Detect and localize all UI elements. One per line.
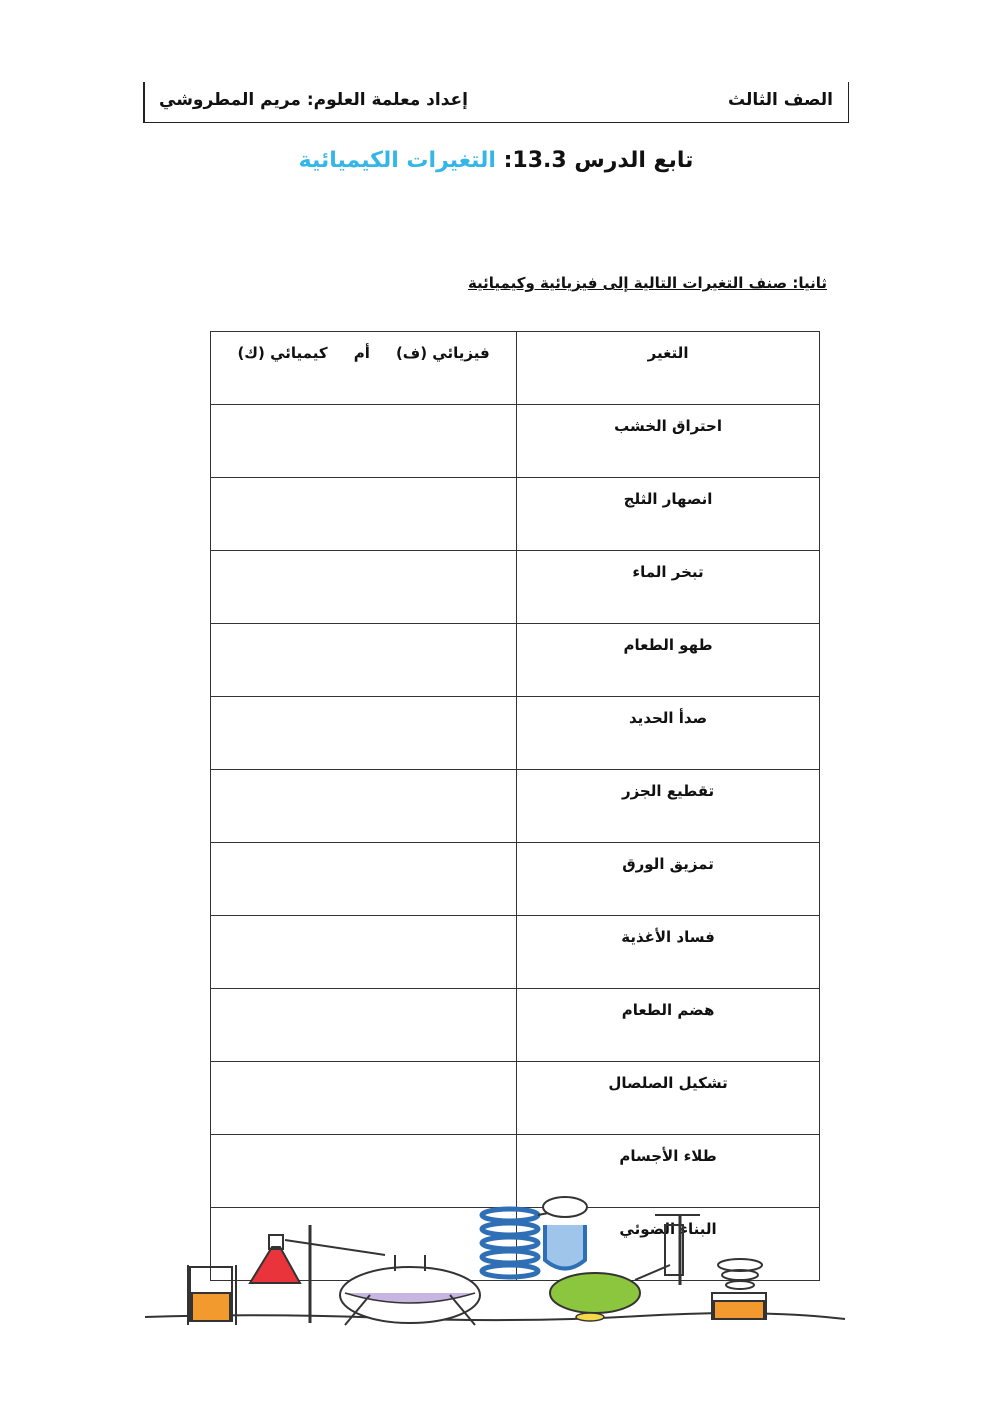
- table-row: [211, 405, 820, 478]
- lesson-title-prefix: تابع الدرس 13.3:: [495, 148, 694, 173]
- answer-cell[interactable]: [211, 405, 517, 478]
- change-cell: تمزيق الورق: [517, 843, 820, 916]
- table-row: [211, 697, 820, 770]
- column-header-answer: فيزيائي (ف) أم كيميائي (ك): [211, 332, 517, 405]
- change-cell: البناء الضوئي: [517, 1208, 820, 1281]
- answer-cell[interactable]: [211, 1062, 517, 1135]
- table-row: [211, 916, 820, 989]
- lesson-title: [0, 148, 992, 173]
- change-cell: احتراق الخشب: [517, 405, 820, 478]
- change-cell: طهو الطعام: [517, 624, 820, 697]
- instruction-text: ثانيا: صنف التغيرات التالية إلى فيزيائية وكيميائية: [467, 274, 827, 292]
- answer-cell[interactable]: [211, 916, 517, 989]
- table-header-row: [211, 332, 820, 405]
- answer-cell[interactable]: [211, 843, 517, 916]
- change-cell: هضم الطعام: [517, 989, 820, 1062]
- table-row: [211, 989, 820, 1062]
- answer-cell[interactable]: [211, 478, 517, 551]
- change-cell: صدأ الحديد: [517, 697, 820, 770]
- classification-table: [210, 331, 820, 1281]
- answer-cell[interactable]: [211, 989, 517, 1062]
- answer-cell[interactable]: [211, 697, 517, 770]
- answer-cell[interactable]: [211, 624, 517, 697]
- table-row: [211, 624, 820, 697]
- column-header-change: التغير: [517, 332, 820, 405]
- table-row: [211, 843, 820, 916]
- change-cell: فساد الأغذية: [517, 916, 820, 989]
- change-cell: تبخر الماء: [517, 551, 820, 624]
- table-row: [211, 478, 820, 551]
- table-row: [211, 770, 820, 843]
- header-left-border: [143, 82, 145, 122]
- lab-equipment-icon: [140, 1185, 850, 1335]
- answer-cell[interactable]: [211, 770, 517, 843]
- change-cell: انصهار الثلج: [517, 478, 820, 551]
- change-cell: تقطيع الجزر: [517, 770, 820, 843]
- author-label: إعداد معلمة العلوم: مريم المطروشي: [159, 90, 468, 110]
- change-cell: تشكيل الصلصال: [517, 1062, 820, 1135]
- grade-label: الصف الثالث: [727, 90, 833, 110]
- answer-cell[interactable]: [211, 551, 517, 624]
- table-row: [211, 1062, 820, 1135]
- header-right-border: [848, 82, 850, 122]
- change-cell: طلاء الأجسام: [517, 1135, 820, 1208]
- page-header: [143, 82, 849, 123]
- table-row: [211, 551, 820, 624]
- lesson-topic: التغيرات الكيميائية: [298, 148, 496, 173]
